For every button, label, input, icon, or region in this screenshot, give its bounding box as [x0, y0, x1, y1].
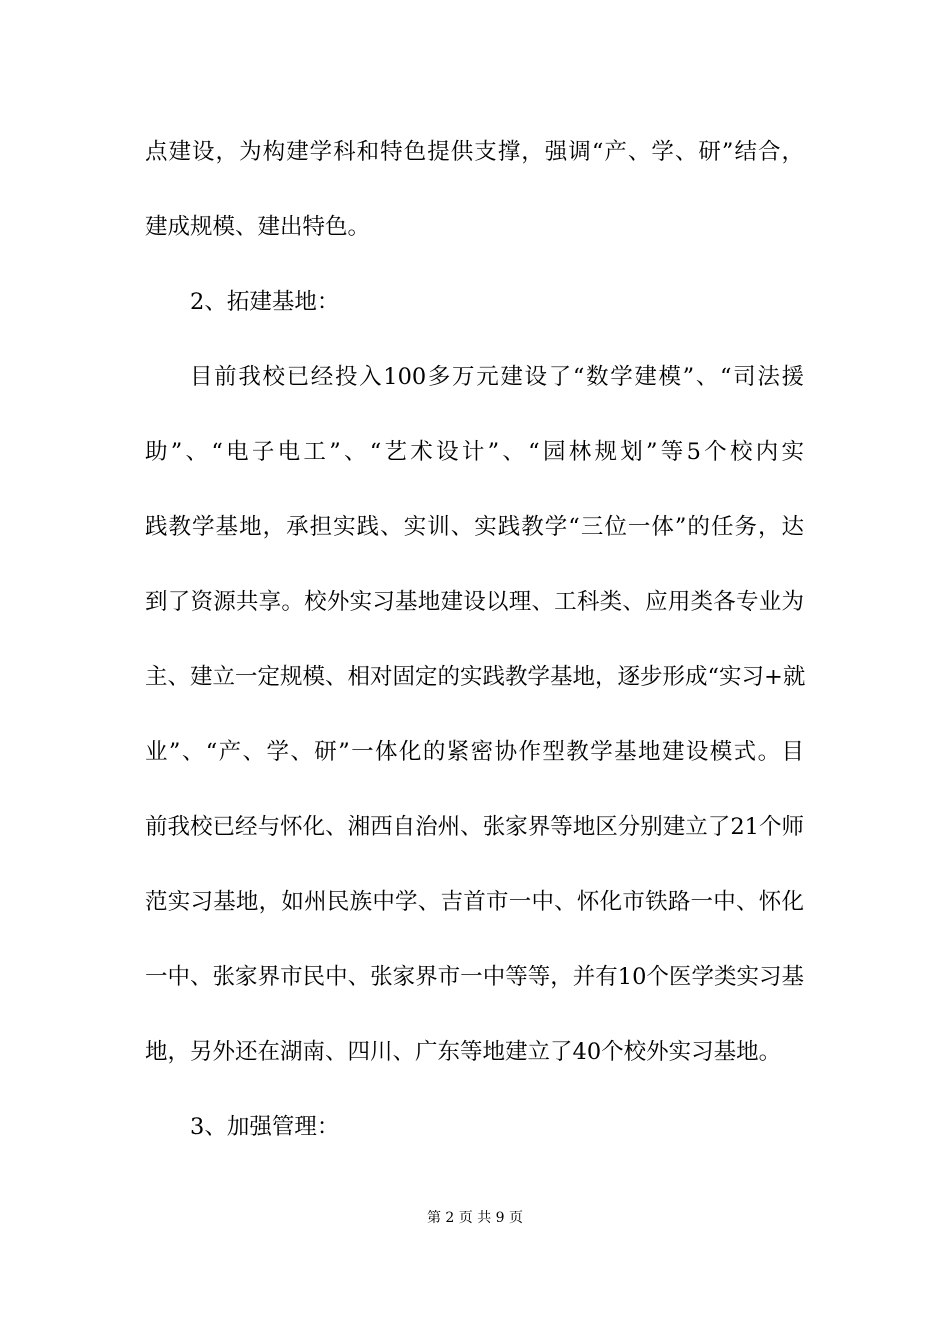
text-line: 践教学基地，承担实践、实训、实践教学“三位一体”的任务，达 — [145, 514, 804, 540]
text-line: 到了资源共享。校外实习基地建设以理、工科类、应用类各专业为 — [145, 589, 804, 615]
text-line: 建成规模、建出特色。 — [145, 214, 371, 240]
text-line: 目前我校已经投入100多万元建设了“数学建模”、“司法援 — [190, 364, 804, 390]
text-line: 前我校已经与怀化、湘西自治州、张家界等地区分别建立了21个师 — [145, 814, 804, 840]
text-line: 主、建立一定规模、相对固定的实践教学基地，逐步形成“实习+就 — [145, 664, 806, 690]
text-line: 点建设，为构建学科和特色提供支撑，强调“产、学、研”结合， — [145, 139, 804, 165]
text-line: 业”、“产、学、研”一体化的紧密协作型教学基地建设模式。目 — [145, 739, 804, 765]
section-heading: 3、加强管理： — [190, 1114, 340, 1140]
section-heading: 2、拓建基地： — [190, 289, 340, 315]
text-line: 一中、张家界市民中、张家界市一中等等，并有10个医学类实习基 — [145, 964, 804, 990]
text-line: 助”、“电子电工”、“艺术设计”、“园林规划”等5个校内实 — [145, 439, 804, 465]
page-footer — [0, 1208, 950, 1228]
text-line: 地，另外还在湖南、四川、广东等地建立了40个校外实习基地。 — [145, 1039, 782, 1065]
text-line: 范实习基地，如州民族中学、吉首市一中、怀化市铁路一中、怀化 — [145, 889, 804, 915]
body-text — [145, 133, 820, 1183]
page-number: 第 2 页 共 9 页 — [426, 1210, 524, 1226]
